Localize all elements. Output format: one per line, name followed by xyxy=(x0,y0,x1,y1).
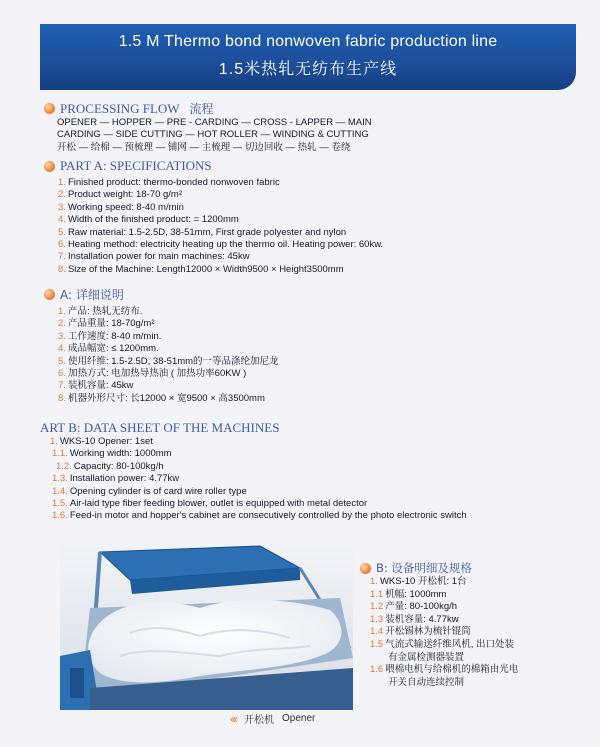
caption-cn: 开松机 xyxy=(244,715,274,726)
list-item: 8. 机器外形尺寸: 长12000 × 宽9500 × 高3500mm xyxy=(58,392,265,404)
list-item: 1.2. Capacity: 80-100kg/h xyxy=(56,460,164,472)
list-item: 3. Working speed: 8-40 m/min xyxy=(58,201,184,213)
list-item: 1.3. Installation power: 4.77kw xyxy=(52,473,180,485)
opener-machine-illustration xyxy=(60,538,353,710)
list-item: 6. Heating method: electricity heating up the thermo oil. Heating power: 60kw. xyxy=(58,239,384,251)
flow-line: OPENER — HOPPER — PRE - CARDING — CROSS - LAPPER — MAIN xyxy=(57,117,372,128)
list-item: 2. 产品重量: 18-70g/m² xyxy=(58,318,155,330)
part-a-heading xyxy=(44,158,212,174)
part-b-title: ART B: DATA SHEET OF THE MACHINES xyxy=(40,420,280,435)
list-item: 5. Raw material: 1.5-2.5D, 38-51mm, First grade polyester and nylon xyxy=(58,226,347,238)
title-banner xyxy=(40,24,576,90)
list-item: 1.4. Opening cylinder is of card wire roller type xyxy=(52,485,247,497)
list-item: 开关自动连续控制 xyxy=(388,676,465,688)
processing-flow-title-cn: 流程 xyxy=(189,102,214,116)
list-item: 1.5 气流式输送纤维风机, 出口处装 xyxy=(370,638,514,650)
processing-flow-text xyxy=(57,117,372,154)
title-english: 1.5 M Thermo bond nonwoven fabric production line xyxy=(118,33,498,50)
caption-en: Opener xyxy=(282,713,316,724)
list-item: 有金属检测器装置 xyxy=(388,651,465,663)
orange-bullet-icon xyxy=(44,289,55,300)
orange-bullet-icon xyxy=(44,103,55,114)
part-a-cn-list xyxy=(58,306,279,405)
list-item: 5. 使用纤维: 1.5-2.5D, 38-51mm的一等品涤纶加尼龙 xyxy=(58,355,279,367)
chevron-left-icon: ‹‹‹ xyxy=(230,711,236,726)
list-item: 4. 成品幅宽: ≤ 1200mm. xyxy=(58,343,159,355)
list-item: 6. 加热方式: 电加热导热油 ( 加热功率60KW ) xyxy=(58,368,247,380)
list-item: 1. WKS-10 Opener: 1set xyxy=(50,436,153,447)
part-b-cn-title: B: 设备明细及规格 xyxy=(376,561,472,575)
orange-bullet-icon xyxy=(44,161,55,172)
opener-machine-photo xyxy=(60,538,353,710)
flow-line: CARDING — SIDE CUTTING — HOT ROLLER — WINDING & CUTTING xyxy=(57,129,369,141)
flow-line: 开松 — 给棉 — 预梳理 — 铺网 — 主梳理 — 切边回收 — 热轧 — 卷绕 xyxy=(57,141,351,153)
part-b-cn-list xyxy=(370,576,518,689)
list-item: 1.5. Air-laid type fiber feeding blower, outlet is equipped with metal detector xyxy=(52,498,368,510)
list-item: 1.6 喂棉电机与给棉机的棉箱由光电 xyxy=(370,664,519,676)
orange-bullet-icon xyxy=(360,563,371,574)
list-item: 1.3 装机容量: 4.77kw xyxy=(370,613,459,625)
title-chinese: 1.5米热轧无纺布生产线 xyxy=(218,61,398,78)
part-b-heading xyxy=(40,420,279,436)
list-item: 7. Installation power for main machines: 45kw xyxy=(58,251,250,263)
list-item: 1. WKS-10 开松机: 1台 xyxy=(370,576,467,587)
processing-flow-heading xyxy=(44,100,214,117)
photo-caption xyxy=(230,711,315,726)
processing-flow-title: PROCESSING FLOW xyxy=(60,100,180,116)
list-item: 1.1. Working width: 1000mm xyxy=(52,448,172,460)
part-a-list xyxy=(58,177,383,276)
list-item: 7. 装机容量: 45kw xyxy=(58,380,134,392)
part-a-title: PART A: SPECIFICATIONS xyxy=(60,158,212,173)
list-item: 1. 产品: 热轧无纺布. xyxy=(58,306,143,317)
part-b-list xyxy=(50,436,467,523)
list-item: 1.2 产量: 80-100kg/h xyxy=(370,601,458,613)
part-a-cn-title: A: 详细说明 xyxy=(60,288,124,302)
list-item: 1.1 机幅: 1000mm xyxy=(370,588,447,600)
list-item: 1.6. Feed-in motor and hopper's cabinet are consecutively controlled by the photo electronic switch xyxy=(52,510,467,522)
list-item: 8. Size of the Machine: Length12000 × Width9500 × Height3500mm xyxy=(58,263,344,275)
part-a-cn-heading xyxy=(44,286,124,303)
list-item: 1. Finished product: thermo-bonded nonwoven fabric xyxy=(58,177,280,188)
list-item: 4. Width of the finished product: = 1200mm xyxy=(58,214,239,226)
list-item: 2. Product weight: 18-70 g/m² xyxy=(58,189,182,201)
list-item: 1.4 开松锡林为梳针锟筒 xyxy=(370,626,471,638)
part-b-cn-heading xyxy=(360,560,472,576)
list-item: 3. 工作速度: 8-40 m/min. xyxy=(58,330,162,342)
